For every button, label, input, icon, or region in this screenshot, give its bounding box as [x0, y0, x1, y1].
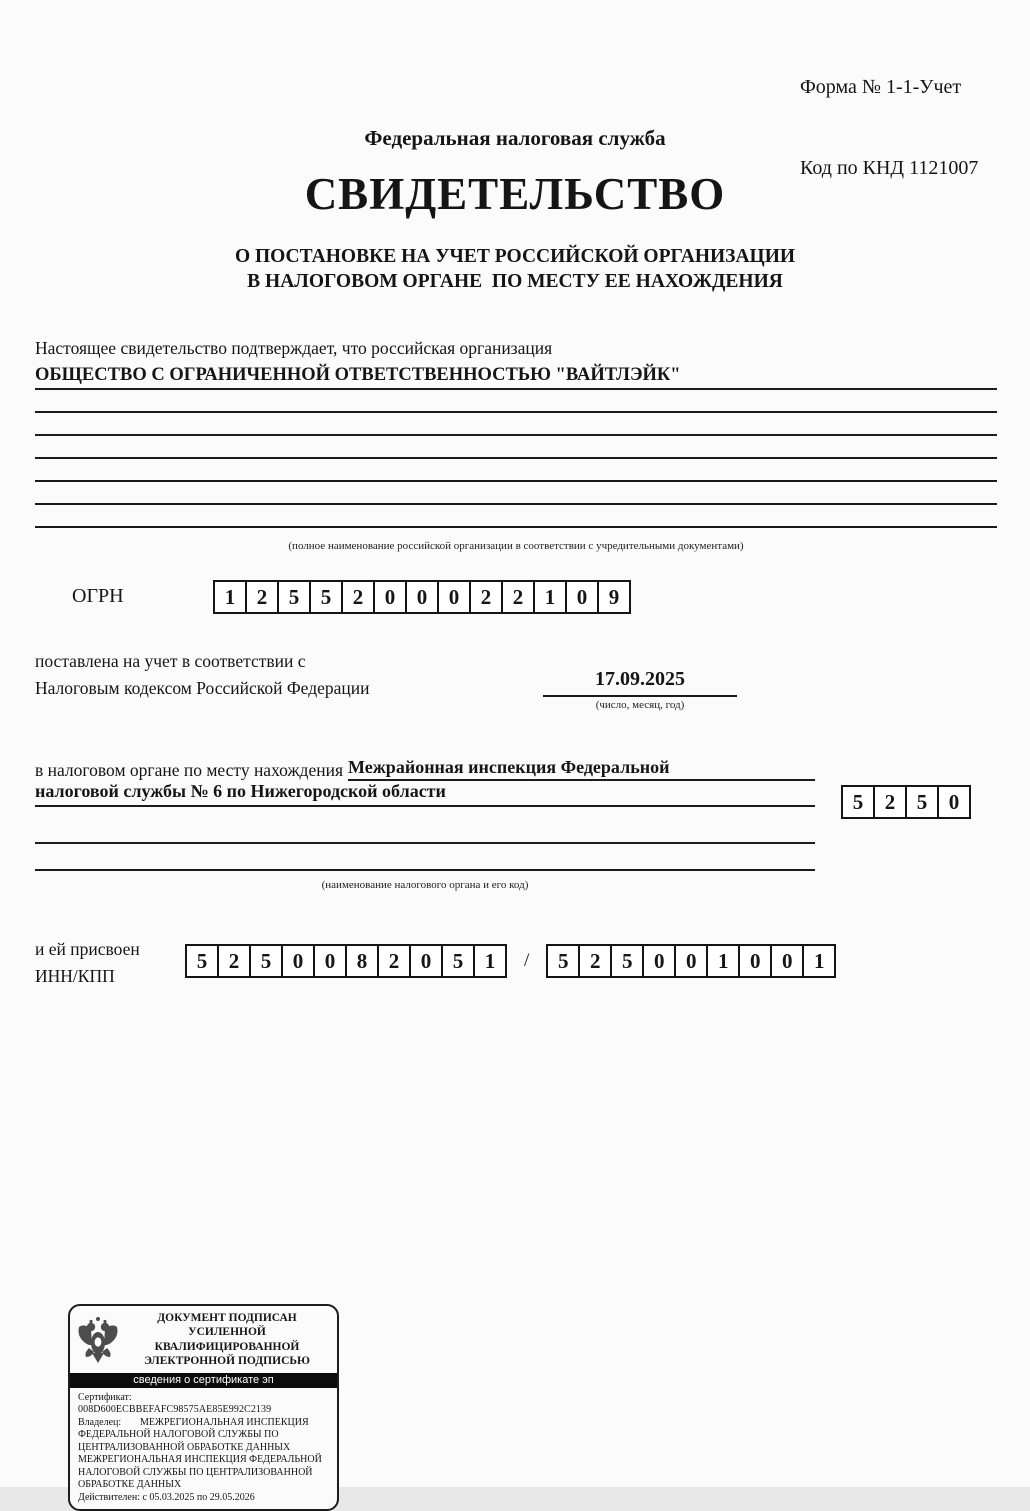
- digit-cell: 5: [610, 944, 644, 978]
- owner-block: [78, 1417, 329, 1492]
- digit-cell: 5: [249, 944, 283, 978]
- org-name-blank-lines: [35, 390, 997, 528]
- document-title: СВИДЕТЕЛЬСТВО: [304, 169, 726, 219]
- registration-text: [35, 648, 370, 702]
- digit-cell: 5: [277, 580, 311, 614]
- blank-line: [35, 505, 997, 528]
- stamp-header-line2: УСИЛЕННОЙ КВАЛИФИЦИРОВАННОЙ: [154, 1326, 300, 1353]
- ogrn-label: ОГРН: [72, 585, 124, 607]
- validity-value: с 05.03.2025 по 29.05.2026: [142, 1491, 255, 1503]
- digit-cell: 0: [437, 580, 471, 614]
- tax-authority-code-boxes: [841, 785, 971, 819]
- owner-value: МЕЖРЕГИОНАЛЬНАЯ ИНСПЕКЦИЯ ФЕДЕРАЛЬНОЙ НАЛОГОВОЙ СЛУЖБЫ ПО ЦЕНТРАЛИЗОВАННОЙ ОБРАБОТКЕ ДАННЫХ МЕЖРЕГИОНАЛЬНАЯ ИНСПЕКЦИЯ ФЕДЕРАЛЬНОЙ НАЛОГОВОЙ СЛУЖБЫ ПО ЦЕНТРАЛИЗОВАННОЙ ОБРАБОТКЕ ДАННЫХ: [78, 1416, 322, 1490]
- coat-of-arms-icon: [76, 1315, 120, 1365]
- digit-cell: 1: [473, 944, 507, 978]
- digit-cell: 2: [341, 580, 375, 614]
- digit-cell: 1: [533, 580, 567, 614]
- inn-kpp-separator: /: [524, 950, 530, 971]
- digit-cell: 5: [905, 785, 939, 819]
- tax-authority-caption: (наименование налогового органа и его код): [321, 879, 529, 891]
- digit-cell: 0: [313, 944, 347, 978]
- registration-text-line1: поставлена на учет в соответствии с: [35, 651, 306, 671]
- registration-date-block: [543, 668, 737, 711]
- organization-name: ОБЩЕСТВО С ОГРАНИЧЕННОЙ ОТВЕТСТВЕННОСТЬЮ "ВАЙТЛЭЙК": [35, 360, 997, 390]
- digit-cell: 2: [501, 580, 535, 614]
- digit-cell: 0: [281, 944, 315, 978]
- form-number: Форма № 1-1-Учет: [800, 76, 962, 98]
- digit-cell: 5: [841, 785, 875, 819]
- stamp-header: [70, 1306, 337, 1373]
- blank-line: [35, 459, 997, 482]
- digit-cell: 0: [405, 580, 439, 614]
- stamp-body: [70, 1388, 337, 1510]
- tax-authority-prefix: в налоговом органе по месту нахождения: [35, 760, 344, 780]
- digit-cell: 2: [469, 580, 503, 614]
- ogrn-digit-boxes: [213, 580, 631, 614]
- subtitle-line-1: О ПОСТАНОВКЕ НА УЧЕТ РОССИЙСКОЙ ОРГАНИЗАЦИИ: [234, 246, 796, 267]
- owner-label: Владелец:: [78, 1416, 122, 1428]
- stamp-header-line3: ЭЛЕКТРОННОЙ ПОДПИСЬЮ: [144, 1355, 310, 1368]
- inn-kpp-label-line1: и ей присвоен: [35, 939, 140, 959]
- digit-cell: 0: [642, 944, 676, 978]
- inn-kpp-label-line2: ИНН/КПП: [35, 966, 115, 986]
- intro-text: Настоящее свидетельство подтверждает, что российская организация: [35, 338, 553, 358]
- knd-code: Код по КНД 1121007: [800, 157, 979, 179]
- digit-cell: 5: [185, 944, 219, 978]
- digit-cell: 2: [377, 944, 411, 978]
- blank-line: [35, 413, 997, 436]
- digit-cell: 0: [738, 944, 772, 978]
- date-caption: (число, месяц, год): [595, 699, 685, 711]
- registration-text-line2: Налоговым кодексом Российской Федерации: [35, 678, 370, 698]
- digit-cell: 0: [409, 944, 443, 978]
- digit-cell: 1: [706, 944, 740, 978]
- tax-authority-section: [35, 753, 815, 891]
- validity-line: [78, 1492, 329, 1505]
- tax-authority-name-line1: Межрайонная инспекция Федеральной: [348, 757, 815, 781]
- inn-digit-boxes: [185, 944, 507, 978]
- stamp-header-text: [124, 1311, 330, 1369]
- certificate-label: Сертификат:: [78, 1391, 132, 1403]
- blank-line: [35, 482, 997, 505]
- org-name-caption: (полное наименование российской организации в соответствии с учредительными документами): [288, 540, 744, 552]
- digit-cell: 0: [770, 944, 804, 978]
- tax-authority-row1: [35, 753, 815, 781]
- digit-cell: 5: [309, 580, 343, 614]
- inn-kpp-row: [185, 944, 836, 978]
- inn-kpp-label: [35, 936, 140, 990]
- blank-line: [35, 844, 815, 871]
- digit-cell: 2: [245, 580, 279, 614]
- tax-authority-name-line2: налоговой службы № 6 по Нижегородской области: [35, 781, 815, 807]
- document-subtitle: [0, 244, 1030, 294]
- digit-cell: 0: [373, 580, 407, 614]
- stamp-header-line1: ДОКУМЕНТ ПОДПИСАН: [157, 1312, 297, 1324]
- blank-line: [35, 807, 815, 844]
- digit-cell: 0: [937, 785, 971, 819]
- digit-cell: 8: [345, 944, 379, 978]
- signature-stamp: [68, 1304, 339, 1511]
- blank-line: [35, 390, 997, 413]
- digit-cell: 9: [597, 580, 631, 614]
- digit-cell: 5: [546, 944, 580, 978]
- digit-cell: 0: [565, 580, 599, 614]
- digit-cell: 1: [802, 944, 836, 978]
- certificate-info-bar: сведения о сертификате эп: [70, 1373, 337, 1388]
- agency-name: Федеральная налоговая служба: [364, 126, 666, 150]
- digit-cell: 2: [217, 944, 251, 978]
- validity-label: Действителен:: [78, 1491, 140, 1503]
- registration-date: 17.09.2025: [543, 668, 737, 697]
- blank-line: [35, 436, 997, 459]
- digit-cell: 0: [674, 944, 708, 978]
- digit-cell: 1: [213, 580, 247, 614]
- digit-cell: 2: [578, 944, 612, 978]
- digit-cell: 2: [873, 785, 907, 819]
- certificate-value: 008D600ECBBEFAFC98575AE85E992C2139: [78, 1404, 272, 1415]
- digit-cell: 5: [441, 944, 475, 978]
- kpp-digit-boxes: [546, 944, 836, 978]
- subtitle-line-2: В НАЛОГОВОМ ОРГАНЕ ПО МЕСТУ ЕЕ НАХОЖДЕНИЯ: [247, 271, 783, 292]
- certificate-line: [78, 1392, 329, 1417]
